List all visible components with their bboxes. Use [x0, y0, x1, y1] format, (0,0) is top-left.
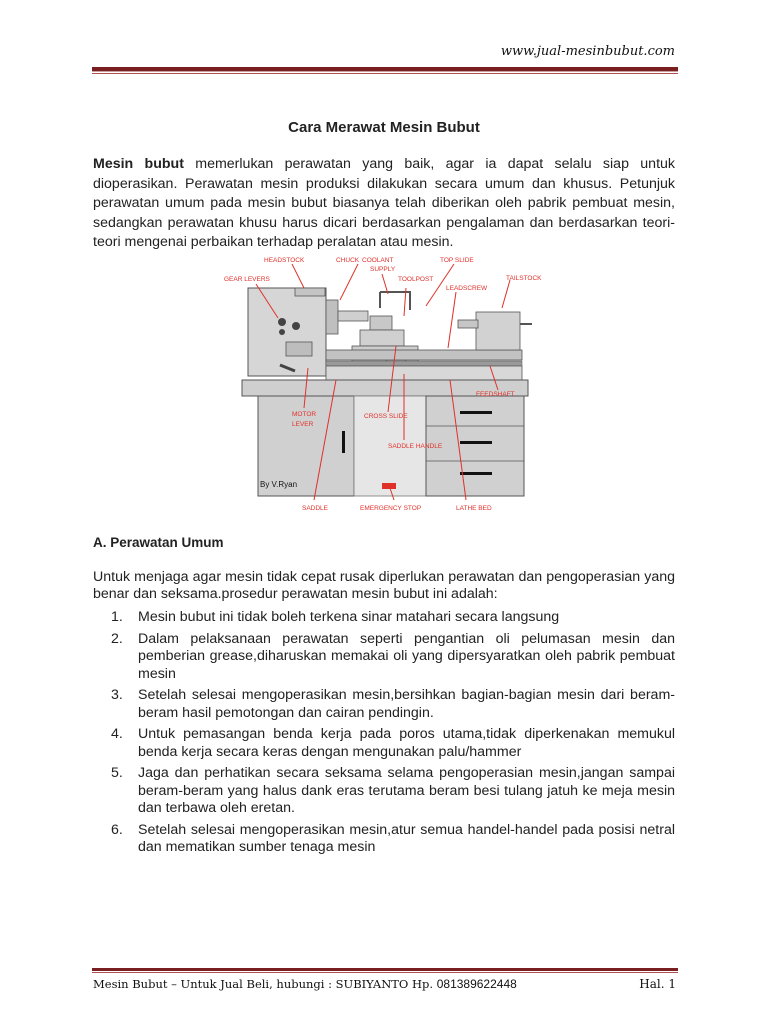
label-top-slide: TOP SLIDE: [440, 257, 474, 264]
intro-lead: Mesin bubut: [93, 156, 184, 172]
footer-contact: [93, 977, 517, 991]
toolpost: [370, 316, 392, 330]
list-item-text: Setelah selesai mengoperasikan mesin,atur semua handel-handel pada posisi netral dan mematikan sumber tenaga mesin: [138, 821, 675, 855]
list-item: [93, 822, 675, 857]
gear-lever-knob: [292, 322, 300, 330]
list-item-number: 3.: [111, 687, 123, 703]
label-saddle-handle: SADDLE HANDLE: [388, 443, 443, 450]
list-item-text: Untuk pemasangan benda kerja pada poros utama,tidak diperkenakan memukul benda kerja secara keras dengan mengunakan palu/hammer: [138, 726, 675, 760]
tailstock-quill: [458, 320, 478, 328]
lathe-diagram: [220, 250, 550, 518]
list-item-number: 4.: [111, 726, 123, 742]
label-coolant: COOLANT: [362, 257, 394, 264]
label-supply: SUPPLY: [370, 266, 396, 273]
list-item-number: 2.: [111, 630, 123, 647]
footer-text: Mesin Bubut – Untuk Jual Beli, hubungi : SUBIYANTO Hp.: [93, 977, 437, 991]
footer-rule-thin: [92, 972, 678, 973]
headstock-body: [248, 288, 326, 376]
label-tailstock: TAILSTOCK: [506, 275, 542, 282]
drawer-handle: [460, 411, 492, 414]
cross-slide-block: [360, 330, 404, 346]
label-headstock: HEADSTOCK: [264, 257, 305, 264]
footer-rule: [92, 968, 678, 971]
header-rule-thin: [92, 73, 678, 74]
leadscrew: [326, 361, 522, 366]
maintenance-steps: [93, 609, 675, 861]
label-feedshaft: FEEDSHAFT: [476, 391, 515, 398]
headstock-top: [295, 288, 325, 296]
list-item: [93, 765, 675, 818]
list-item: [93, 631, 675, 684]
label-leadscrew: LEADSCREW: [446, 285, 488, 292]
page-number: Hal. 1: [639, 977, 676, 991]
gear-lever-knob: [279, 329, 285, 335]
label-lever: LEVER: [292, 421, 314, 428]
label-cross-slide: CROSS SLIDE: [364, 413, 408, 420]
headstock-panel: [286, 342, 312, 356]
label-emergency-stop: EMERGENCY STOP: [360, 505, 422, 512]
list-item: [93, 687, 675, 722]
label-toolpost: TOOLPOST: [398, 276, 434, 283]
section-a-heading: A. Perawatan Umum: [93, 535, 224, 550]
intro-text: memerlukan perawatan yang baik, agar ia dapat selalu siap untuk dioperasikan. Perawatan mesin produksi dilakukan secara umum dan khusus. Petunjuk perawatan umum pada mesin bubut biasanya telah diberikan oleh pabrik pembuat mesin, sedangkan perawatan khusu harus dicari berdasarkan pengalaman dan berdasarkan teori-teori mengenai perbaikan terhadap peralatan atau mesin.: [93, 156, 675, 250]
list-item-text: Mesin bubut ini tidak boleh terkena sinar matahari secara langsung: [138, 609, 560, 625]
drawer-handle: [460, 472, 492, 475]
list-item-text: Jaga dan perhatikan secara seksama selama pengoperasian mesin,jangan sampai beram-beram yang halus dank eras terutama beram besi tulang jatuh ke meja mesin dan terbawa oleh eretan.: [138, 765, 675, 816]
label-gear-levers: GEAR LEVERS: [224, 276, 270, 283]
list-item-text: Dalam pelaksanaan perawatan seperti pengantian oli pelumasan mesin dan pemberian grease,diharuskan memakai oli yang dipersyaratkan oleh pabrik pembuat mesin: [138, 630, 675, 682]
label-author: By V.Ryan: [260, 480, 298, 489]
list-item-text: Setelah selesai mengoperasikan mesin,bersihkan bagian-bagian mesin dari beram-beram hasil pemotongan dan cairan pendingin.: [138, 687, 675, 721]
tailstock: [476, 312, 520, 350]
list-item-number: 6.: [111, 821, 123, 838]
list-item-number: 1.: [111, 609, 123, 625]
door-handle: [342, 431, 345, 453]
workpiece: [338, 311, 368, 321]
lathe-bed-rail: [326, 350, 522, 360]
list-item: [93, 609, 675, 627]
site-url: www.jual-mesinbubut.com: [500, 44, 675, 59]
list-item-number: 5.: [111, 765, 123, 781]
footer-phone: 081389622448: [436, 977, 517, 991]
section-a-intro: Untuk menjaga agar mesin tidak cepat rusak diperlukan perawatan dan pengoperasian yang benar dan seksama.prosedur perawatan mesin bubut ini adalah:: [93, 569, 675, 602]
chuck: [326, 300, 338, 334]
intro-paragraph: [93, 155, 675, 253]
header-rule: [92, 67, 678, 72]
emergency-stop-button: [382, 483, 396, 489]
document-title: Cara Merawat Mesin Bubut: [288, 119, 480, 136]
list-item: [93, 726, 675, 761]
label-lathe-bed: LATHE BED: [456, 505, 492, 512]
drawer-handle: [460, 441, 492, 444]
label-saddle: SADDLE: [302, 505, 329, 512]
label-chuck: CHUCK: [336, 257, 360, 264]
label-motor: MOTOR: [292, 411, 317, 418]
gear-lever-knob: [278, 318, 286, 326]
